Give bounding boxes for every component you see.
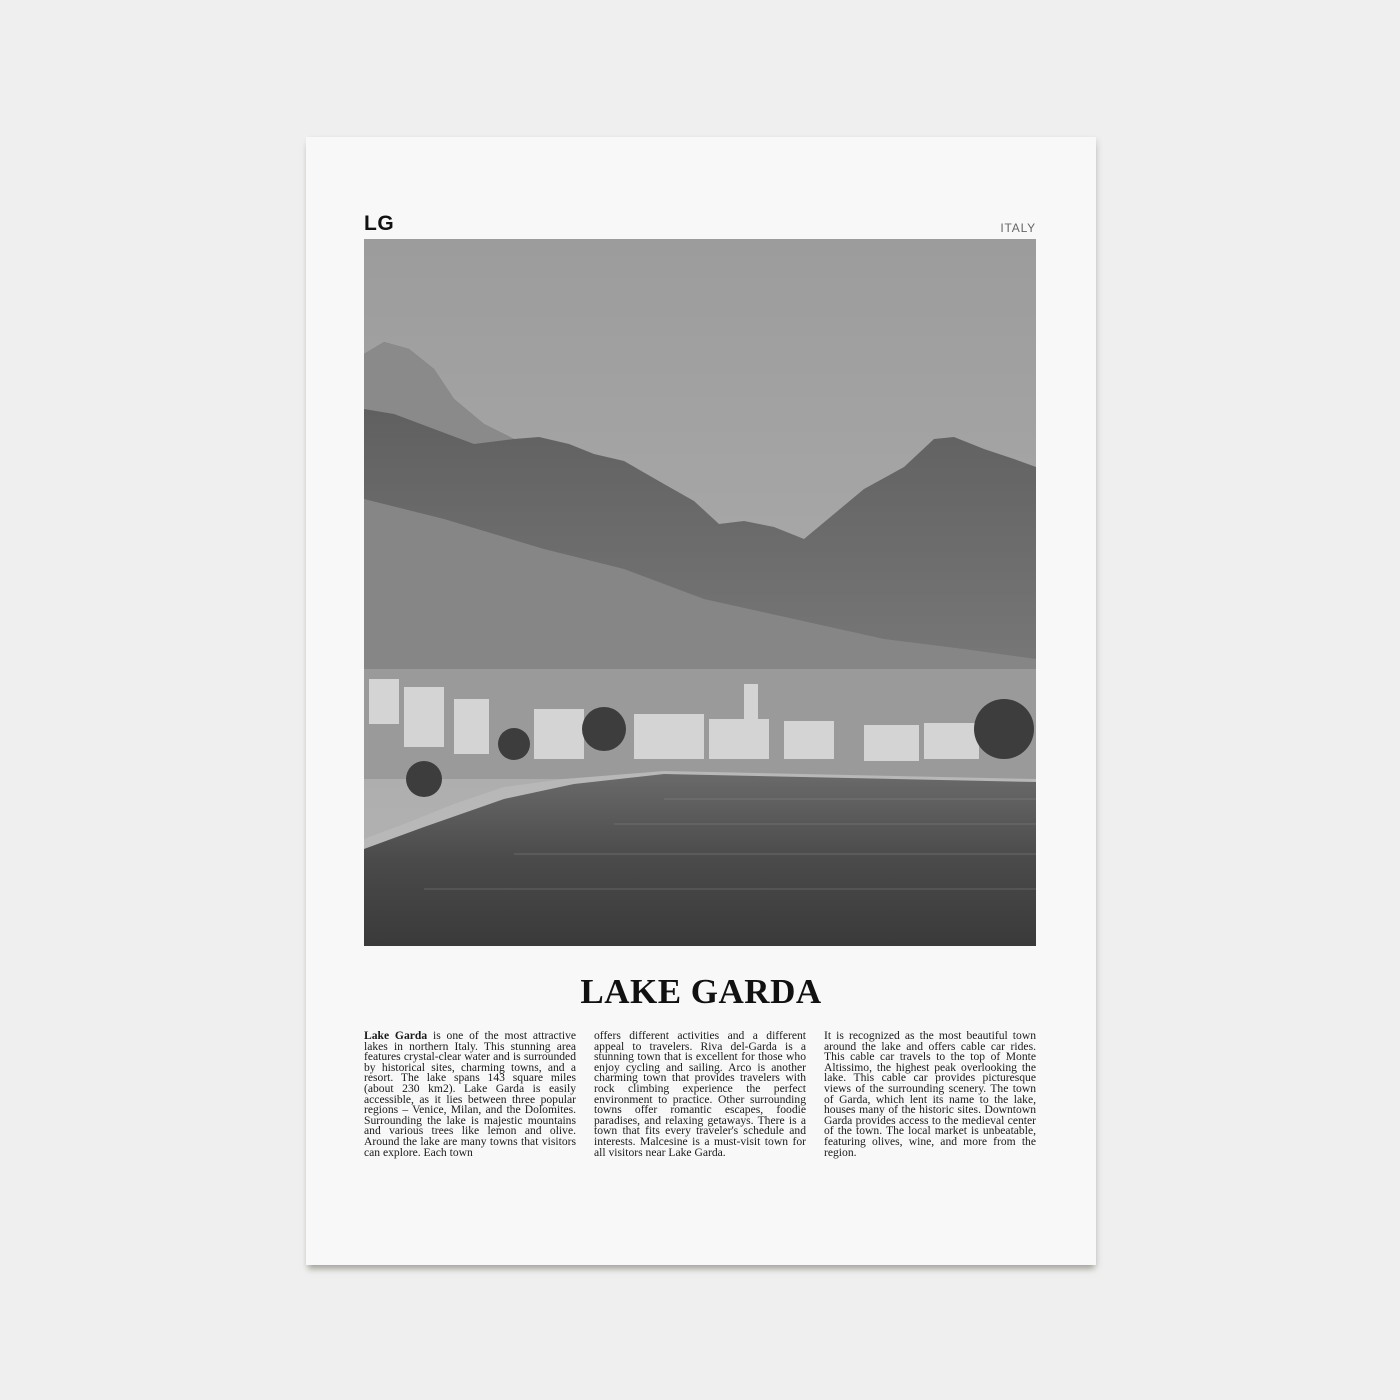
country-label: ITALY [1000,221,1036,235]
description-column-1 [364,1031,576,1158]
poster [306,137,1096,1265]
lead-term: Lake Garda [364,1029,428,1042]
lake-town-photo [364,239,1036,946]
description-columns [364,1031,1036,1158]
description-text-1: is one of the most attractive lakes in northern Italy. This stunning area features crystal-clear water and is surrounded by historical sites, charming towns, and a resort. The lake spans 143 square miles (about 230 km2). Lake Garda is easily accessible, as it lies between three popular regions – Venice, Milan, and the Dolomites. Surrounding the lake is majestic mountains and various trees like lemon and olive. Around the lake are many towns that visitors can explore. Each town [364,1029,577,1159]
photo-illustration [364,239,1036,946]
description-text-2: offers different activities and a different appeal to travelers. Riva del-Garda is a stunning town that is excellent for those who enjoy cycling and sailing. Arco is another charming town that provides travelers with rock climbing experience the perfect environment to practice. Other surrounding towns offer romantic escapes, foodie paradises, and relaxing getaways. There is a town that fits every traveler's schedule and interests. Malcesine is a must-visit town for all visitors near Lake Garda. [594,1029,806,1159]
description-text-3: It is recognized as the most beautiful town around the lake and offers cable car rides. This cable car travels to the top of Monte Altissimo, the highest peak overlooking the lake. This cable car provides picturesque views of the surrounding scenery. The town of Garda, which lent its name to the lake, houses many of the historic sites. Downtown Garda provides access to the medieval center of the town. The local market is unbeatable, featuring olives, wine, and more from the region. [824,1029,1036,1159]
poster-title: LAKE GARDA [580,972,822,1011]
location-code: LG [364,212,395,235]
description-column-2 [594,1031,806,1158]
description-column-3 [824,1031,1036,1158]
